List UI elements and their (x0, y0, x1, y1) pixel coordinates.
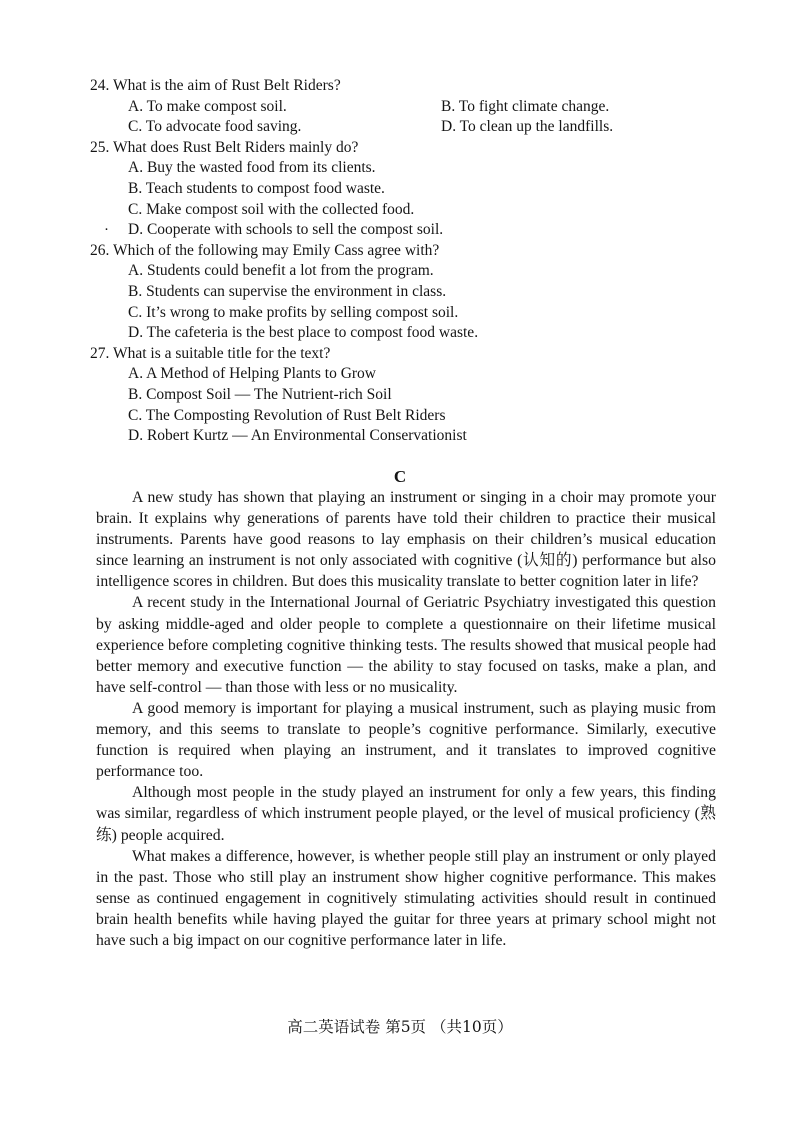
option-list (90, 158, 710, 240)
option-d: D. The cafeteria is the best place to compost food waste. (128, 324, 479, 342)
passage-paragraph: Although most people in the study played an instrument for only a few years, this finding was similar, regardless of which instrument people played, or the level of musical proficiency (熟练) people acquired. (96, 784, 716, 844)
option-c: C. To advocate food saving. (128, 118, 302, 136)
question-stem: 27. What is a suitable title for the text? (90, 344, 331, 362)
page-footer: 高二英语试卷 第5页 （共10页） (287, 1018, 513, 1036)
passage-paragraph: A good memory is important for playing a musical instrument, such as playing music from memory, and this seems to translate to people’s cognitive performance. Similarly, executive function is required when playing an instrument, and it translates to improved cognitive performance too. (96, 699, 716, 781)
section-heading: C (393, 467, 407, 486)
option-a: A. A Method of Helping Plants to Grow (128, 365, 376, 383)
option-b: B. Compost Soil — The Nutrient-rich Soil (128, 385, 392, 403)
option-d: D. Cooperate with schools to sell the compost soil. (128, 221, 444, 239)
option-b: B. To fight climate change. (441, 97, 610, 115)
bullet-mark: · (104, 222, 109, 239)
option-a: A. To make compost soil. (128, 97, 287, 115)
passage-paragraph: A new study has shown that playing an instrument or singing in a choir may promote your brain. It explains why generations of parents have told their children to practice their musical instruments. Parents have good reasons to lay emphasis on their children’s musical education since learning an instrument is not only associated with cognitive (认知的) performance but also intelligence scores in children. But does this musicality translate to better cognition later in life? (96, 489, 716, 591)
option-a: A. Students could benefit a lot from the program. (128, 262, 434, 280)
question-stem: 24. What is the aim of Rust Belt Riders? (90, 77, 341, 94)
option-list (90, 364, 710, 446)
option-a: A. Buy the wasted food from its clients. (128, 159, 376, 177)
option-list (90, 261, 710, 343)
question-26 (90, 241, 710, 344)
passage-paragraph: A recent study in the International Journal of Geriatric Psychiatry investigated this question by asking middle-aged and older people to complete a questionnaire on their lifetime musical experience before completing cognitive thinking tests. The results showed that musical people had better memory and executive function — the ability to stay focused on tasks, make a plan, and have self-control — than those with less or no musicality. (96, 594, 716, 696)
passage-paragraph: What makes a difference, however, is whether people still play an instrument or only played in the past. Those who still play an instrument show higher cognitive performance. This makes sense as continued engagement in cognitively stimulating activities should result in continued brain health benefits while having played the guitar for three years at primary school might not have such a big impact on our cognitive performance later in life. (96, 847, 716, 949)
question-25 (90, 138, 710, 241)
option-list (90, 97, 710, 138)
option-b: B. Students can supervise the environment in class. (128, 282, 447, 300)
option-d-row (104, 220, 710, 241)
question-stem: 25. What does Rust Belt Riders mainly do? (90, 138, 359, 156)
question-27 (90, 344, 710, 447)
option-d: D. Robert Kurtz — An Environmental Conservationist (128, 427, 467, 445)
option-b: B. Teach students to compost food waste. (128, 179, 385, 197)
question-stem: 26. Which of the following may Emily Cass agree with? (90, 241, 440, 259)
option-c: C. Make compost soil with the collected food. (128, 200, 415, 218)
reading-passage (96, 487, 716, 951)
option-c: C. The Composting Revolution of Rust Belt Riders (128, 406, 446, 424)
option-d: D. To clean up the landfills. (441, 118, 614, 136)
option-c: C. It’s wrong to make profits by selling compost soil. (128, 303, 459, 321)
question-24 (90, 76, 710, 138)
question-list (90, 76, 710, 447)
